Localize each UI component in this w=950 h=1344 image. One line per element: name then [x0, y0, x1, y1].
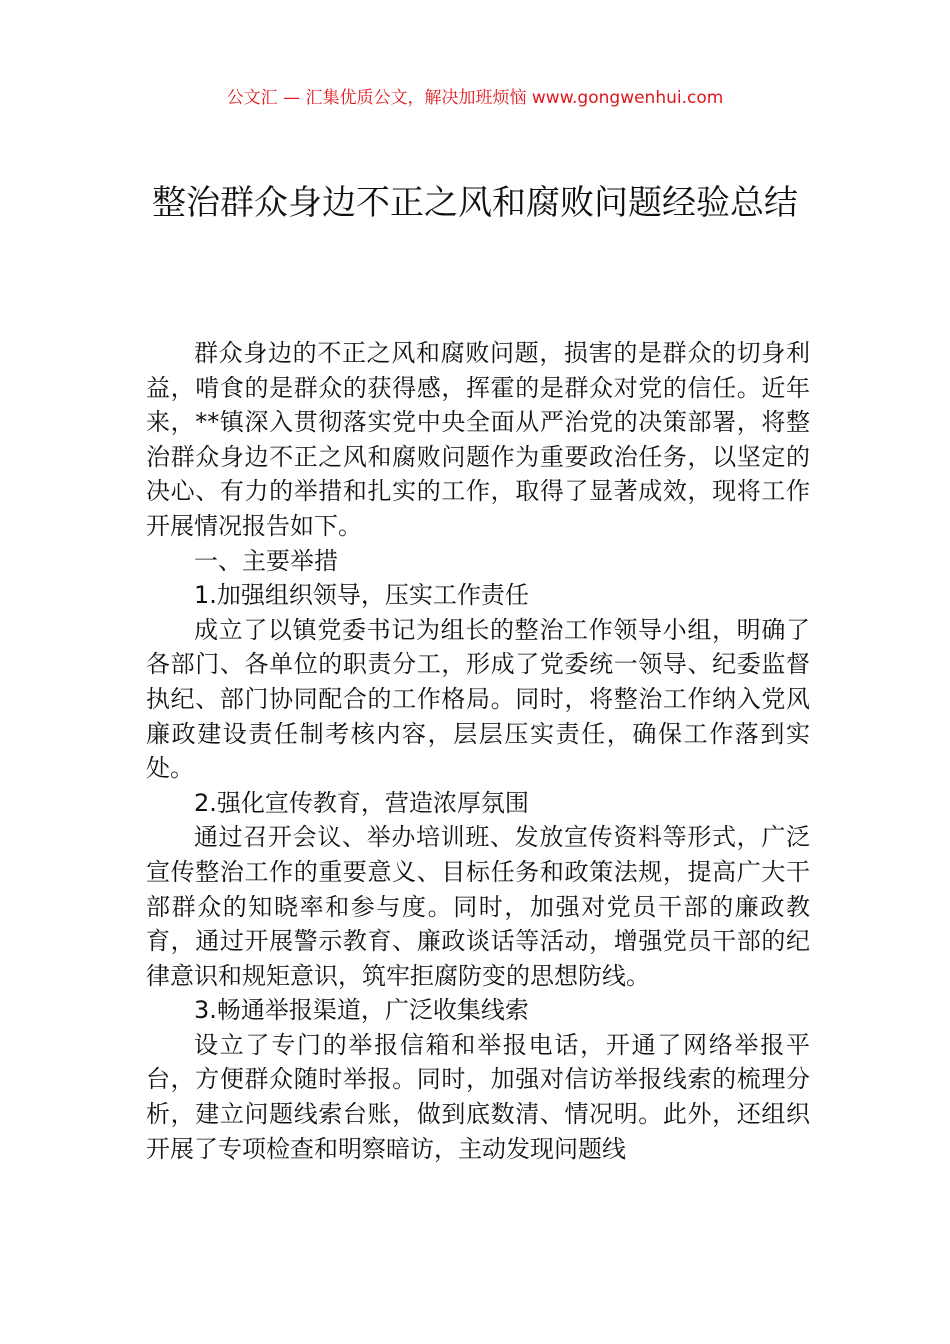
item-heading-2: 2.强化宣传教育，营造浓厚氛围: [194, 788, 529, 817]
item-heading-3: 3.畅通举报渠道，广泛收集线索: [194, 996, 529, 1025]
item-paragraph-1: 成立了以镇党委书记为组长的整治工作领导小组，明确了各部门、各单位的职责分工，形成了党委统一领导、纪委监督执纪、部门协同配合的工作格局。同时，将整治工作纳入党风廉政建设责任制考核内容，层层压实责任，确保工作落到实处。: [146, 615, 810, 783]
document-body: [146, 336, 810, 1166]
intro-paragraph: 群众身边的不正之风和腐败问题，损害的是群众的切身利益，啃食的是群众的获得感，挥霍的是群众对党的信任。近年来，**镇深入贯彻落实党中央全面从严治党的决策部署，将整治群众身边不正之风和腐败问题作为重要政治任务，以坚定的决心、有力的举措和扎实的工作，取得了显著成效，现将工作开展情况报告如下。: [146, 339, 810, 540]
site-header-banner: 公文汇 — 汇集优质公文，解决加班烦恼 www.gongwenhui.com: [226, 88, 724, 108]
item-heading-1: 1.加强组织领导，压实工作责任: [194, 581, 529, 610]
item-paragraph-3: 设立了专门的举报信箱和举报电话，开通了网络举报平台，方便群众随时举报。同时，加强对信访举报线索的梳理分析，建立问题线索台账，做到底数清、情况明。此外，还组织开展了专项检查和明察暗访，主动发现问题线: [146, 1030, 810, 1163]
document-title: 整治群众身边不正之风和腐败问题经验总结: [152, 183, 798, 223]
item-paragraph-2: 通过召开会议、举办培训班、发放宣传资料等形式，广泛宣传整治工作的重要意义、目标任务和政策法规，提高广大干部群众的知晓率和参与度。同时，加强对党员干部的廉政教育，通过开展警示教育、廉政谈话等活动，增强党员干部的纪律意识和规矩意识，筑牢拒腐防变的思想防线。: [146, 823, 810, 990]
section-heading-main-measures: 一、主要举措: [194, 546, 338, 575]
